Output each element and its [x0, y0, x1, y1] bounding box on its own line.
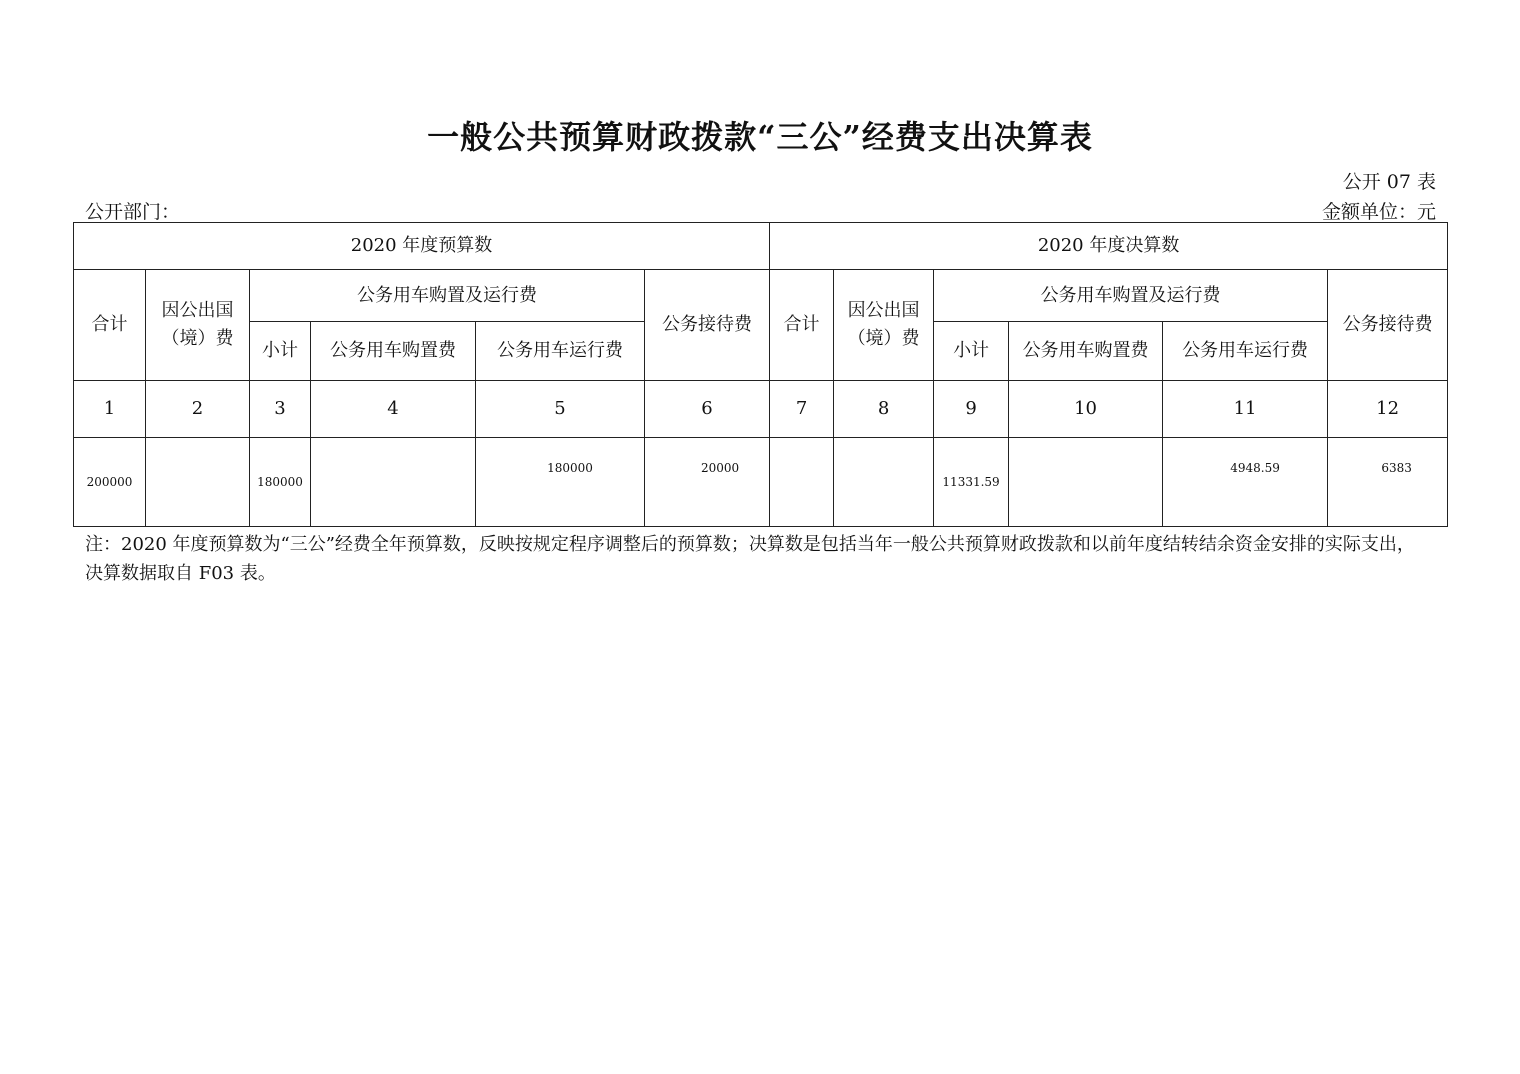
column-number: 6 [645, 381, 770, 438]
column-number: 3 [250, 381, 311, 438]
value-budget-abroad [146, 438, 250, 527]
column-number: 12 [1328, 381, 1448, 438]
value-budget-total: 200000 [74, 438, 146, 527]
value-final-reception [1328, 438, 1448, 527]
data-row [74, 438, 1448, 527]
budget-total-header: 合计 [74, 270, 146, 381]
final-subtotal-header: 小计 [934, 322, 1009, 381]
value-budget-reception [645, 438, 770, 527]
column-number: 1 [74, 381, 146, 438]
value-final-vehicle-operation [1163, 438, 1328, 527]
amount-unit-label: 金额单位：元 [1321, 201, 1436, 223]
page-title: 一般公共预算财政拨款“三公”经费支出决算表 [427, 118, 1093, 156]
value-text: 20000 [700, 460, 740, 475]
table-row [74, 223, 1448, 270]
value-final-total [770, 438, 834, 527]
value-final-vehicle-purchase [1009, 438, 1163, 527]
final-abroad-header: 因公出国（境）费 [834, 270, 934, 381]
value-budget-subtotal: 180000 [250, 438, 311, 527]
budget-header: 2020 年度预算数 [74, 223, 770, 270]
column-number: 4 [311, 381, 476, 438]
final-vehicle-operation-header: 公务用车运行费 [1163, 322, 1328, 381]
table-row [74, 270, 1448, 322]
budget-vehicle-purchase-header: 公务用车购置费 [311, 322, 476, 381]
expenditure-table [73, 222, 1448, 527]
budget-vehicle-group-header: 公务用车购置及运行费 [250, 270, 645, 322]
column-number-row [74, 381, 1448, 438]
budget-vehicle-operation-header: 公务用车运行费 [476, 322, 645, 381]
value-final-abroad [834, 438, 934, 527]
column-number: 11 [1163, 381, 1328, 438]
column-number: 2 [146, 381, 250, 438]
value-text: 180000 [547, 460, 593, 475]
column-number: 10 [1009, 381, 1163, 438]
value-text: 4948.59 [1230, 460, 1280, 475]
value-budget-vehicle-operation [476, 438, 645, 527]
department-label: 公开部门： [85, 201, 181, 223]
final-reception-header: 公务接待费 [1328, 270, 1448, 381]
column-number: 7 [770, 381, 834, 438]
column-number: 8 [834, 381, 934, 438]
final-header: 2020 年度决算数 [770, 223, 1448, 270]
value-budget-vehicle-purchase [311, 438, 476, 527]
final-total-header: 合计 [770, 270, 834, 381]
budget-abroad-header: 因公出国（境）费 [146, 270, 250, 381]
value-final-subtotal: 11331.59 [934, 438, 1009, 527]
final-vehicle-group-header: 公务用车购置及运行费 [934, 270, 1328, 322]
column-number: 9 [934, 381, 1009, 438]
form-number: 公开 07 表 [1342, 171, 1436, 193]
final-vehicle-purchase-header: 公务用车购置费 [1009, 322, 1163, 381]
budget-reception-header: 公务接待费 [645, 270, 770, 381]
budget-subtotal-header: 小计 [250, 322, 311, 381]
column-number: 5 [476, 381, 645, 438]
value-text: 6383 [1381, 460, 1412, 475]
footnote: 注：2020 年度预算数为“三公”经费全年预算数，反映按规定程序调整后的预算数；决算数是包括当年一般公共预算财政拨款和以前年度结转结余资金安排的实际支出，决算数据取自 F03 表。 [85, 534, 1415, 584]
